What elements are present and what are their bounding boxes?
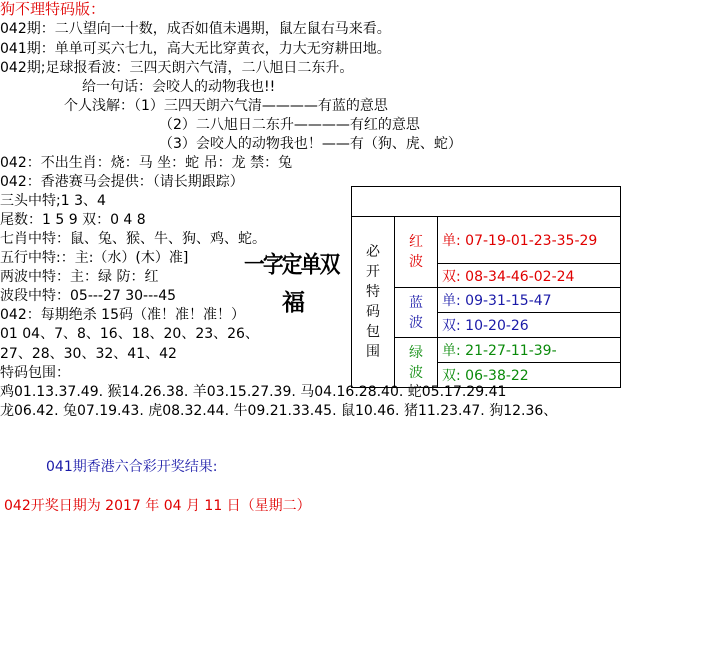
text-line: 两波中特：主：绿 防：红 <box>0 269 159 285</box>
text-line: 龙06.42. 兔07.19.43. 虎08.32.44. 牛09.21.33.45. 鼠10.46. 猪11.23.47. 狗12.36、 <box>0 403 558 419</box>
special-number-box <box>351 186 621 388</box>
blue-odd: 单: 09-31-15-47 <box>438 288 621 313</box>
text-line: 042：每期绝杀 15码（准！准！准！） <box>0 307 245 323</box>
text-line: 042期;足球报看波：三四天朗六气清，二八旭日二东升。 <box>0 60 354 76</box>
text-line: 鸡01.13.37.49. 猴14.26.38. 羊03.15.27.39. 马04.16.28.40. 蛇05.17.29.41 <box>0 384 507 400</box>
text-line: 给一句话：会咬人的动物我也!! <box>82 79 276 95</box>
wave-blue: 蓝波 <box>395 288 438 338</box>
handwritten-note: 一字定单双 <box>244 251 339 278</box>
text-line: 042：香港赛马会提供：（请长期跟踪） <box>0 174 244 190</box>
text-line: 041期：单单可买六七九，高大无比穿黄衣，力大无穷耕田地。 <box>0 41 391 57</box>
result-heading: 041期香港六合彩开奖结果: <box>46 459 218 475</box>
text-line: 042期：二八望向一十数，成否如值未遇期，鼠左鼠右马来看。 <box>0 21 391 37</box>
box-header: 必开特码包围 <box>352 217 395 388</box>
green-even: 双: 06-38-22 <box>438 363 621 388</box>
text-line: 01 04、7、8、16、18、20、23、26、 <box>0 326 259 342</box>
text-line: 波段中特：05---27 30---45 <box>0 288 177 304</box>
handwritten-note-char: 福 <box>282 289 305 316</box>
draw-date: 042开奖日期为 2017 年 04 月 11 日（星期二） <box>4 498 311 514</box>
green-odd: 单: 21-27-11-39- <box>438 338 621 363</box>
wave-green: 绿波 <box>395 338 438 388</box>
text-line: 27、28、30、32、41、42 <box>0 346 177 362</box>
wave-red: 红波 <box>395 217 438 288</box>
text-line: 三头中特;1 3、4 <box>0 193 106 209</box>
box-top-row <box>352 187 621 217</box>
text-line: （3）会咬人的动物我也！——有（狗、虎、蛇） <box>159 136 462 152</box>
page-title: 狗不理特码版： <box>0 0 106 18</box>
red-even: 双: 08-34-46-02-24 <box>438 264 621 288</box>
text-line: 042：不出生肖：烧：马 坐：蛇 吊：龙 禁：兔 <box>0 155 293 171</box>
text-line: 尾数：1 5 9 双：0 4 8 <box>0 212 146 228</box>
text-line: （2）二八旭日二东升————有红的意思 <box>159 117 420 133</box>
red-odd: 单: 07-19-01-23-35-29 <box>438 217 621 264</box>
blue-even: 双: 10-20-26 <box>438 313 621 338</box>
text-line: 个人浅解：（1）三四天朗六气清————有蓝的意思 <box>64 98 388 114</box>
text-line: 特码包围： <box>0 365 70 381</box>
text-line: 七肖中特：鼠、兔、猴、牛、狗、鸡、蛇。 <box>0 231 266 247</box>
text-line: 五行中特:：主:（水）(木）准] <box>0 250 189 266</box>
